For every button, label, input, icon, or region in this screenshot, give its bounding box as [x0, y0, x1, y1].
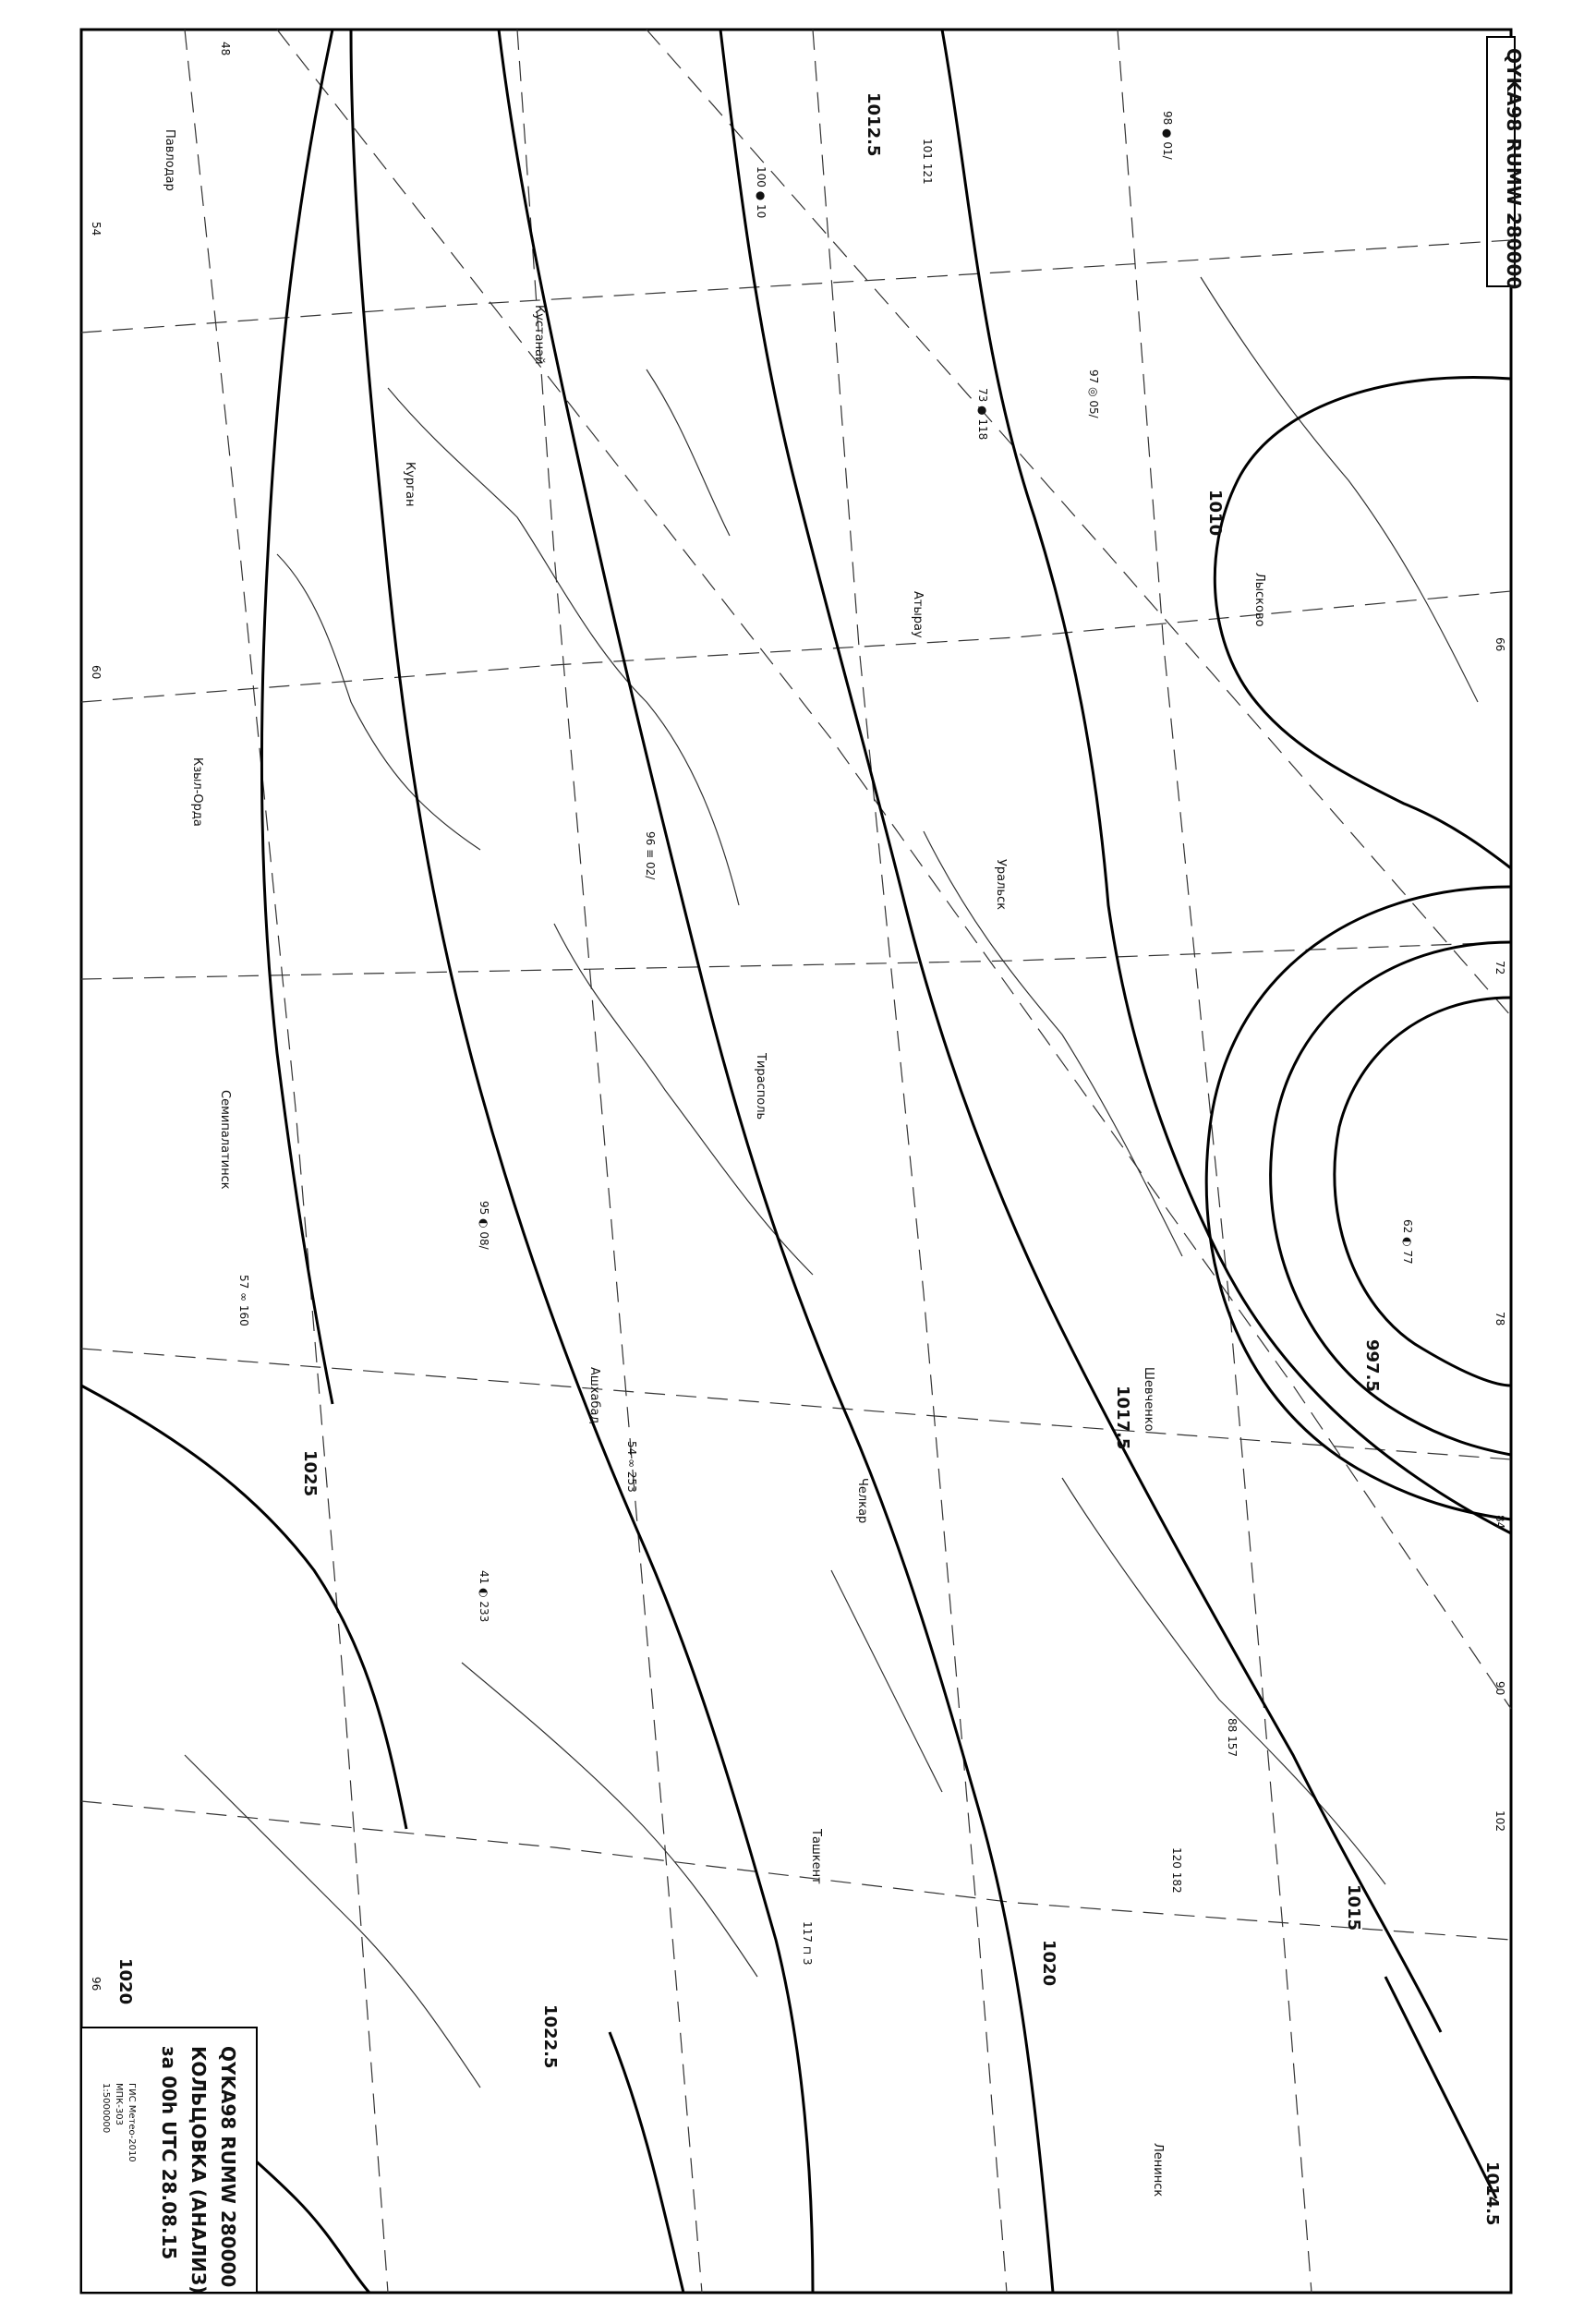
grid-label: 72 [1493, 961, 1506, 975]
grid-label: 102 [1493, 1810, 1506, 1832]
isobar-label: 1025 [300, 1450, 320, 1497]
isobar-label: 1020 [1039, 1940, 1058, 1987]
station-plot: 96 ≡ 02/ [644, 831, 657, 880]
isobar-label: 1020 [115, 1958, 135, 2005]
title-time: за 00h UTC 28.08.15 [158, 2046, 180, 2260]
station-plot: 100 ● 10 [755, 166, 768, 219]
title-code: QYKA98 RUMW 280000 [217, 2046, 239, 2288]
station-plot: 57 ∞ 160 [237, 1275, 250, 1326]
grid-label: 96 [90, 1977, 103, 1991]
isobar-label: 997.5 [1362, 1339, 1382, 1392]
grid-label: 84 [1493, 1515, 1506, 1530]
isobar-label: 1010 [1205, 490, 1225, 537]
place-name: Лысково [1252, 573, 1266, 627]
place-name: Уральск [994, 859, 1008, 911]
station-plot: 101 121 [921, 139, 934, 185]
station-plot: 62 ◐ 77 [1401, 1219, 1414, 1265]
station-plot: 98 ● 01/ [1161, 111, 1174, 160]
place-name: Ленинск [1151, 2143, 1165, 2197]
station-plot: 95 ◐ 08/ [478, 1201, 490, 1250]
station-plot: 73 ● 118 [976, 388, 989, 441]
station-plot: 117 ⊓ 3 [801, 1921, 814, 1966]
title-credit: ГИС Метео-2010 [127, 2083, 137, 2162]
isobar-label: 1015 [1344, 1884, 1363, 1931]
place-name: Кустанай [532, 305, 546, 365]
header-code-box [1487, 37, 1525, 289]
grid-label: 48 [219, 42, 232, 56]
place-name: Семипалатинск [218, 1090, 232, 1190]
isobar-label: 1012.5 [864, 92, 883, 157]
station-plot: 54 ∞ 253 [625, 1441, 638, 1493]
place-name: Ташкент [809, 1829, 823, 1884]
isobar-label: 1017.5 [1113, 1386, 1132, 1450]
grid-label: 78 [1493, 1312, 1506, 1326]
place-name: Тирасполь [754, 1053, 768, 1120]
place-name: Павлодар [163, 129, 176, 191]
isobar-label: 1014.5 [1482, 2161, 1502, 2226]
station-plot: 41 ◐ 233 [478, 1570, 490, 1623]
station-plot: 97 ◎ 05/ [1087, 369, 1100, 418]
grid-label: 90 [1493, 1681, 1506, 1696]
station-plot: 120 182 [1170, 1847, 1183, 1894]
map-border [81, 30, 1511, 2293]
place-name: Атырау [911, 591, 925, 638]
grid-label: 60 [90, 665, 103, 680]
grid-label: 54 [90, 222, 103, 236]
title-credit: 1:5000000 [101, 2083, 111, 2134]
place-name: Ашхабад [587, 1367, 601, 1424]
title-block [81, 2028, 257, 2294]
place-name: Курган [403, 462, 417, 507]
title-credit: МПК-303 [114, 2083, 124, 2125]
header-code: QYKA98 RUMW 280000 [1503, 48, 1525, 290]
station-plot: 88 157 [1226, 1718, 1239, 1757]
place-name: Шевченко [1142, 1367, 1155, 1432]
grid-label: 66 [1493, 637, 1506, 652]
title-main: КОЛЬЦОВКА (АНАЛИЗ) [187, 2046, 210, 2294]
isobar-label: 1022.5 [540, 2004, 560, 2069]
place-name: Челкар [855, 1478, 869, 1524]
place-name: Кзыл-Орда [190, 757, 204, 827]
